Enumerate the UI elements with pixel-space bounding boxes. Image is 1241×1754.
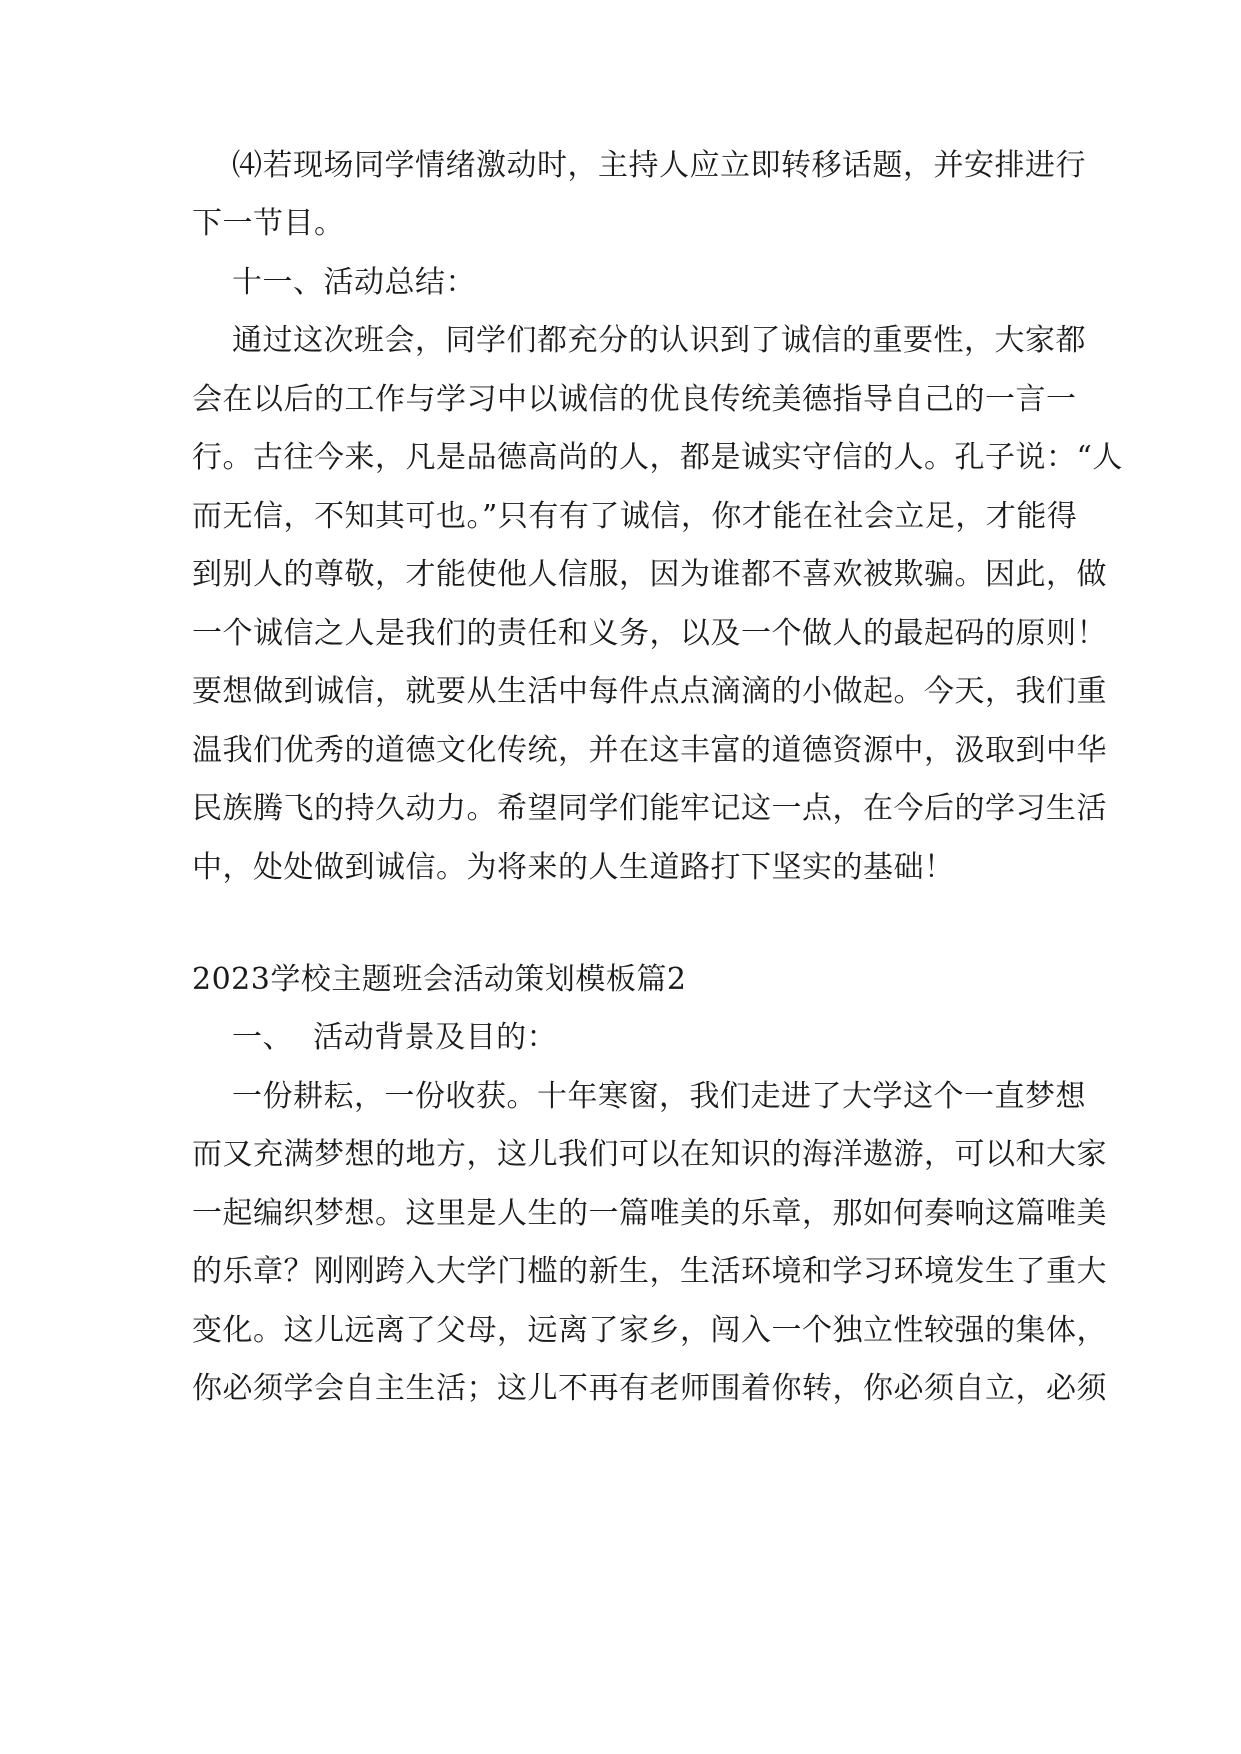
summary-line-2: 会在以后的工作与学习中以诚信的优良传统美德指导自己的一言一 [192, 382, 1077, 417]
section2-line-6: 你必须学会自主生活；这儿不再有老师围着你转，你必须自立，必须 [192, 1371, 1107, 1406]
section2-title: 2023学校主题班会活动策划模板篇2 [192, 962, 687, 997]
section2-line-2: 而又充满梦想的地方，这儿我们可以在知识的海洋遨游，可以和大家 [192, 1137, 1107, 1172]
summary-line-1: 通过这次班会，同学们都充分的认识到了诚信的重要性，大家都 [232, 323, 1086, 358]
section2-line-5: 变化。这儿远离了父母，远离了家乡，闯入一个独立性较强的集体， [192, 1313, 1107, 1348]
item4-line-2: 下一节目。 [192, 206, 345, 241]
heading-background-purpose: 一、 活动背景及目的： [232, 1020, 558, 1055]
summary-line-7: 要想做到诚信，就要从生活中每件点点滴滴的小做起。今天，我们重 [192, 674, 1107, 709]
summary-line-5: 到别人的尊敬，才能使他人信服，因为谁都不喜欢被欺骗。因此，做 [192, 557, 1107, 592]
summary-line-3: 行。古往今来，凡是品德高尚的人，都是诚实守信的人。孔子说：“人 [192, 440, 1123, 475]
summary-line-9: 民族腾飞的持久动力。希望同学们能牢记这一点，在今后的学习生活 [192, 791, 1107, 826]
heading-activity-summary: 十一、活动总结： [232, 265, 476, 300]
summary-line-6: 一个诚信之人是我们的责任和义务，以及一个做人的最起码的原则！ [192, 616, 1107, 651]
summary-line-8: 温我们优秀的道德文化传统，并在这丰富的道德资源中，汲取到中华 [192, 733, 1107, 768]
item4-line-1: ⑷若现场同学情绪激动时，主持人应立即转移话题，并安排进行 [232, 148, 1086, 183]
section2-line-3: 一起编织梦想。这里是人生的一篇唯美的乐章，那如何奏响这篇唯美 [192, 1196, 1107, 1231]
section2-line-1: 一份耕耘，一份收获。十年寒窗，我们走进了大学这个一直梦想 [232, 1079, 1086, 1114]
summary-line-10: 中，处处做到诚信。为将来的人生道路打下坚实的基础！ [192, 850, 955, 885]
summary-line-4: 而无信，不知其可也。”只有有了诚信，你才能在社会立足，才能得 [192, 499, 1078, 534]
section2-line-4: 的乐章？刚刚跨入大学门槛的新生，生活环境和学习环境发生了重大 [192, 1254, 1107, 1289]
